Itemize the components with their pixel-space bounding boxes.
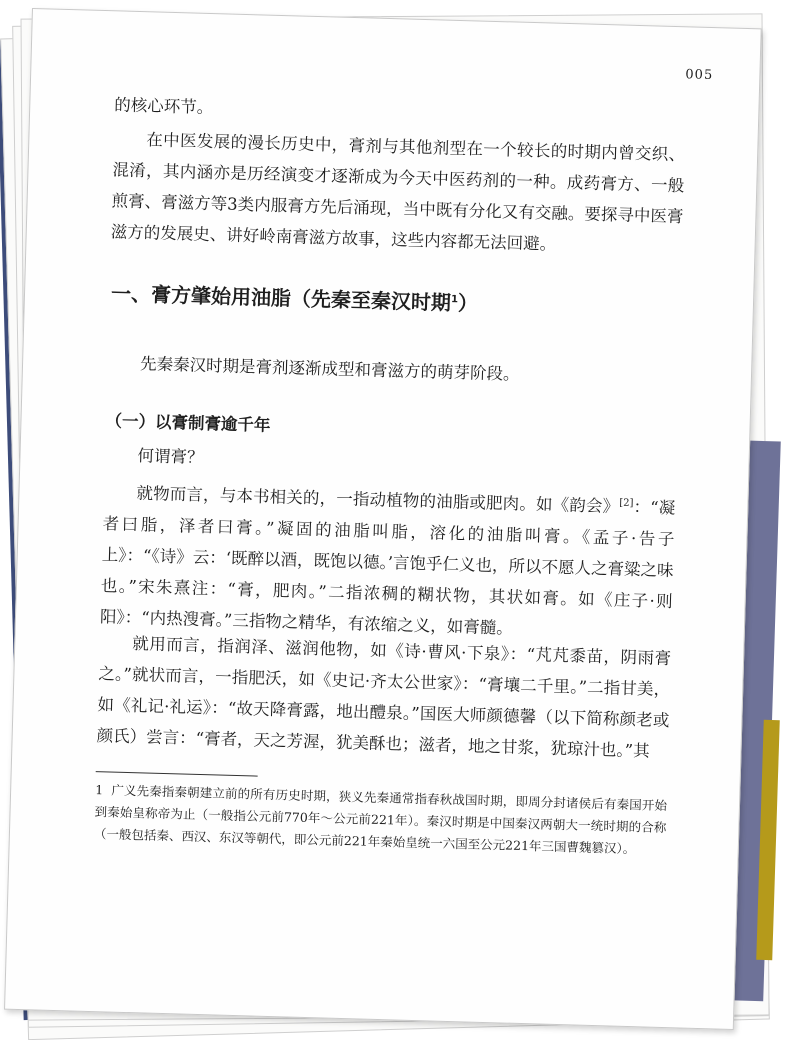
footnote-marker: 1: [450, 294, 459, 306]
document-page: [4, 8, 762, 1030]
footnote-text: 广义先秦指秦朝建立前的所有历史时期，狭义先秦通常指春秋战国时期，即周分封诸侯后有秦国开始到秦始皇称帝为止（一般指公元前770年～公元前221年）。秦汉时期是中国秦汉两朝大一统时期的合称（一般包括秦、西汉、东汉等朝代，即公元前221年秦始皇统一六国至公元221年三国曹魏篡汉）。: [93, 782, 668, 857]
section-heading-text: 一、膏方肇始用油脂（先秦至秦汉时期: [110, 281, 452, 315]
paragraph-meaning-object-part2: ：“凝者曰脂，泽者曰膏。”凝固的油脂叫脂，溶化的油脂叫膏。《孟子·告子上》：“《诗》云：‘既醉以酒，既饱以德。’言饱乎仁义也，所以不愿人之膏粱之味也。”宋朱熹注：“膏，肥肉。”二指浓稠的糊状物，其状如膏。如《庄子·则阳》：“内热溲膏。”三指物之精华，有浓缩之义，如膏髓。: [99, 497, 676, 638]
paragraph-history: 在中医发展的漫长历史中，膏剂与其他剂型在一个较长的时期内曾交织、混淆，其内涵亦是历经演变才逐渐成为今天中医药剂的一种。成药膏方、一般煎膏、膏滋方等3类内服膏方先后涌现，当中既有分化又有交融。要探寻中医膏滋方的发展史、讲好岭南膏滋方故事，这些内容都无法回避。: [110, 130, 686, 254]
paragraph-meaning-use: 就用而言，指润泽、滋润他物，如《诗·曹风·下泉》：“芃芃黍苗，阴雨膏之。”就状而言，一指肥沃，如《史记·齐太公世家》：“膏壤二千里。”二指甘美，如《礼记·礼运》：“故天降膏露，地出醴泉。”国医大师颜德馨（以下简称颜老或颜氏）尝言：“膏者，天之芳渥，犹美酥也；滋者，地之甘浆，犹琼汁也。”其: [96, 634, 672, 761]
section-heading: [111, 277, 672, 322]
paragraph-intro-end: 的核心环节。: [114, 95, 214, 118]
page-number: 005: [685, 67, 714, 84]
citation-ref: [2]: [619, 497, 634, 509]
footnote-number: 1: [94, 782, 104, 798]
footnote: [94, 779, 668, 861]
subsection-heading: （一）以膏制膏逾千年: [105, 411, 271, 435]
paragraph-meaning-object-part1: 就物而言，与本书相关的，一指动植物的油脂或肥肉。如《韵会》: [136, 483, 620, 517]
paragraph-period-summary: 先秦秦汉时期是膏剂逐渐成型和膏滋方的萌芽阶段。: [139, 354, 520, 384]
paragraph-meaning-object: [100, 473, 676, 647]
paragraph-question: 何谓膏？: [137, 446, 204, 467]
footnote-rule: [96, 771, 258, 777]
section-heading-close: ）: [457, 291, 479, 316]
